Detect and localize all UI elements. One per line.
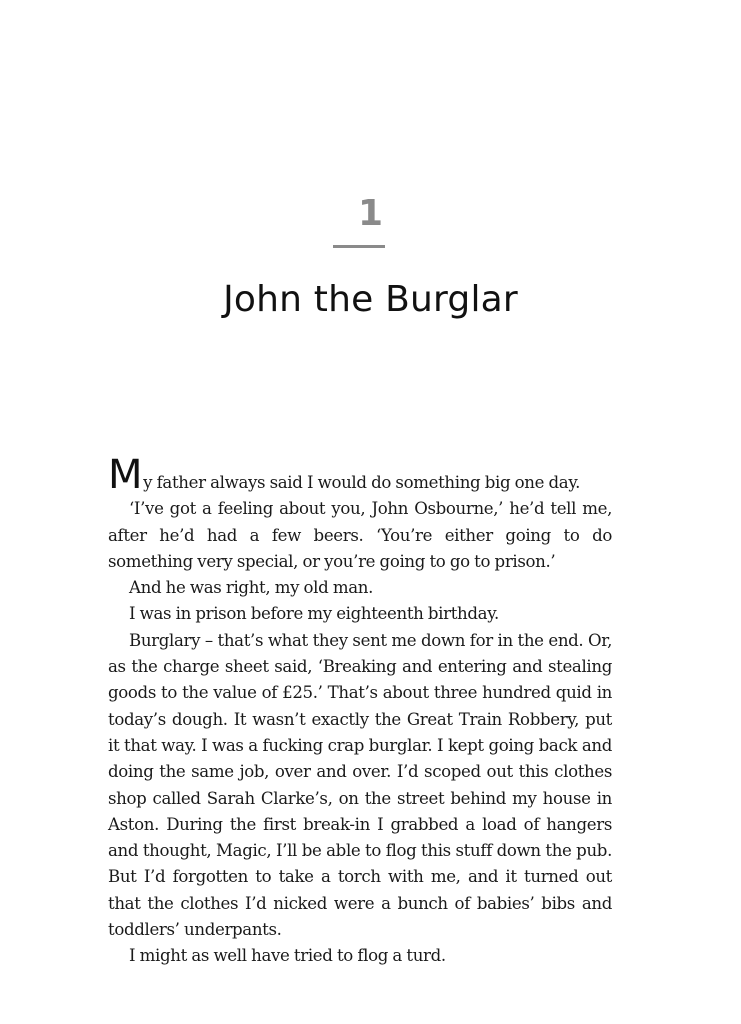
- paragraph-5: Burglary – that’s what they sent me down for in the end. Or, as the charge sheet said, ‘Breaking and entering and stealing goods to the value of £25.’ That’s about three hundred quid in today’s dough. It wasn’t exactly the Great Train Robbery, put it that way. I was a fucking crap burglar. I kept going back and doing the same job, over and over. I’d scoped out this clothes shop called Sarah Clarke’s, on the street behind my house in Aston. During the first break-in I grabbed a load of hangers and thought, Magic, I’ll be able to flog this stuff down the pub. But I’d forgotten to take a torch with me, and it turned out that the clothes I’d nicked were a bunch of babies’ bibs and toddlers’ underpants.: [108, 630, 612, 940]
- drop-cap: M: [108, 452, 143, 498]
- chapter-divider: [333, 245, 385, 248]
- paragraph-2: ‘I’ve got a feeling about you, John Osbourne,’ he’d tell me, after he’d had a few beers. ‘You’re either going to do something very special, or you’re going to go to prison.’: [108, 499, 612, 571]
- chapter-body: [108, 452, 612, 970]
- chapter-title: John the Burglar: [223, 279, 518, 320]
- paragraph-1: [108, 452, 612, 498]
- paragraph-3: And he was right, my old man.: [129, 578, 374, 598]
- paragraph-1-text: y father always said I would do something big one day.: [143, 473, 581, 492]
- paragraph-6: I might as well have tried to flog a turd.: [129, 946, 446, 966]
- paragraph-4: I was in prison before my eighteenth birthday.: [129, 604, 499, 624]
- chapter-number: 1: [357, 193, 384, 234]
